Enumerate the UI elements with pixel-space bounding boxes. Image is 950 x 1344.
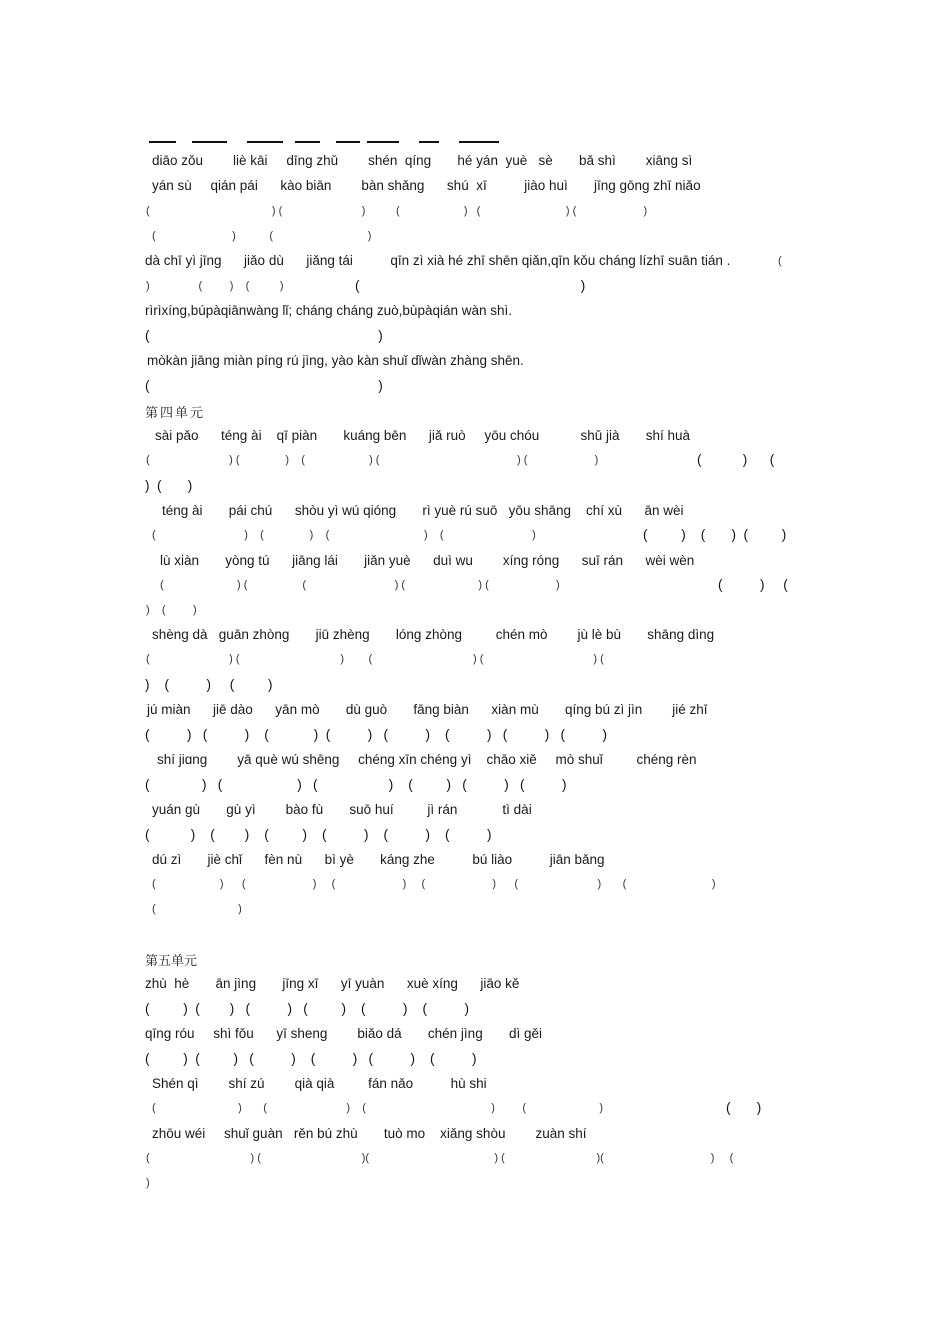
section-heading-unit-5: 第五单元 (145, 954, 198, 969)
answer-brackets: ( ) ( ) ( ) ( ) ( ) (146, 205, 648, 217)
underline-dash (247, 141, 283, 143)
underline-dash (192, 141, 227, 143)
answer-brackets: ) ( ) (145, 478, 193, 493)
answer-brackets: ( ) ( ) ( ) (643, 527, 787, 542)
answer-brackets: ( ) ( )( ) ( )( ) ( (146, 1152, 734, 1164)
answer-brackets: ( ) (145, 378, 383, 393)
pinyin-row: shí jiɑng yā què wú shēng chéng xīn chéng yì chāo xiě mò shuǐ chéng rèn (157, 752, 697, 767)
underline-dash (295, 141, 320, 143)
section-heading-unit-4: 第四单元 (145, 406, 206, 421)
answer-brackets: ( (778, 255, 782, 267)
underline-dash (149, 141, 176, 143)
underline-dash (459, 141, 499, 143)
pinyin-row: dà chī yì jīng jiǎo dù jiǎng tái qīn zì xià hé zhī shēn qiǎn,qīn kǒu cháng lízhī suān tián . (145, 253, 731, 268)
answer-brackets: ( ) ( ) ( ) ( ) ( ) ( ) (145, 1001, 469, 1016)
answer-brackets: ( ) ( (718, 577, 788, 592)
pinyin-row: mòkàn jiāng miàn píng rú jìng, yào kàn shuǐ dǐwàn zhàng shēn. (147, 353, 524, 368)
pinyin-row: sài pǎo téng ài qī piàn kuáng bēn jiǎ ruò yōu chóu shǔ jià shí huà (155, 428, 691, 443)
answer-brackets: ) ( ) (146, 604, 197, 616)
answer-brackets: ) ( ) ( ) (146, 280, 284, 292)
answer-brackets: ( ) ( ) ( ) ( ) ( ) ( ) (152, 878, 716, 890)
underline-dash (367, 141, 399, 143)
answer-brackets: ( ) ( ) ( ) ( ) ( ) ( ) (145, 827, 492, 842)
pinyin-row: zhù hè ān jìng jīng xī yī yuàn xuè xíng jiāo kě (145, 976, 520, 991)
pinyin-row: zhōu wéi shuǐ guàn rěn bú zhù tuò mo xiǎng shòu zuàn shí (152, 1126, 587, 1141)
answer-brackets: ( ) ( ) (152, 230, 372, 242)
pinyin-row: rìrìxíng,búpàqiānwàng lǐ; cháng cháng zuò,bùpàqián wàn shì. (145, 303, 513, 318)
answer-brackets: ( ) (726, 1100, 762, 1115)
pinyin-row: Shén qì shí zú qià qià fán nǎo hù shi (152, 1076, 487, 1091)
answer-brackets: ) ( ) ( ) (145, 677, 273, 692)
answer-brackets: ( ) ( ) ( ) ( ) (152, 1102, 604, 1114)
pinyin-row: yán sù qián pái kào biān bàn shǎng shú xī jiào huì jīng gōng zhī niǎo (152, 178, 701, 193)
answer-brackets: ( ) ( (697, 452, 775, 467)
answer-brackets: ( ) ( ) ( ) ( ) ( ) ( ) (145, 777, 567, 792)
answer-brackets: ( ) (152, 903, 242, 915)
answer-brackets: ( ) (145, 328, 383, 343)
answer-brackets: ( ) ( ) ( ) ( ) (152, 529, 536, 541)
underline-dash (336, 141, 360, 143)
answer-brackets: ( ) ( ) ( ) ( ) ( ) ( ) (145, 1051, 477, 1066)
pinyin-row: qīng róu shì fǒu yī sheng biǎo dá chén jìng dì gěi (145, 1026, 542, 1041)
pinyin-row: jú miàn jiē dào yān mò dù guò fāng biàn xiàn mù qíng bú zì jìn jié zhī (147, 702, 708, 717)
pinyin-row: diāo zǒu liè kāi dīng zhǔ shén qíng hé yán yuè sè bǎ shì xiāng sì (152, 153, 693, 168)
pinyin-row: yuán gù gù yì bào fù suō huí jì rán tì dài (152, 802, 532, 817)
pinyin-row: téng ài pái chú shòu yì wú qióng rì yuè rú suō yōu shāng chí xù ān wèi (162, 503, 684, 518)
answer-brackets: ( ) (355, 278, 586, 293)
answer-brackets: ( ) ( ( ) ( ) ( ) (160, 579, 560, 591)
pinyin-row: shèng dà guān zhòng jiū zhèng lóng zhòng chén mò jù lè bù shāng dìng (152, 627, 715, 642)
answer-brackets: ( ) ( ) ( ) ( ) ( (146, 653, 604, 665)
answer-brackets: ) (146, 1177, 150, 1189)
pinyin-row: lù xiàn yòng tú jiāng lái jiǎn yuè duì wu xíng róng suī rán wèi wèn (160, 553, 695, 568)
answer-brackets: ( ) ( ) ( ) ( ) ( ) (146, 454, 599, 466)
underline-dash (419, 141, 439, 143)
answer-brackets: ( ) ( ) ( ) ( ) ( ) ( ) ( ) ( ) (145, 727, 608, 742)
pinyin-row: dú zì jiè chǐ fèn nù bì yè káng zhe bú liào jiān bǎng (152, 852, 605, 867)
